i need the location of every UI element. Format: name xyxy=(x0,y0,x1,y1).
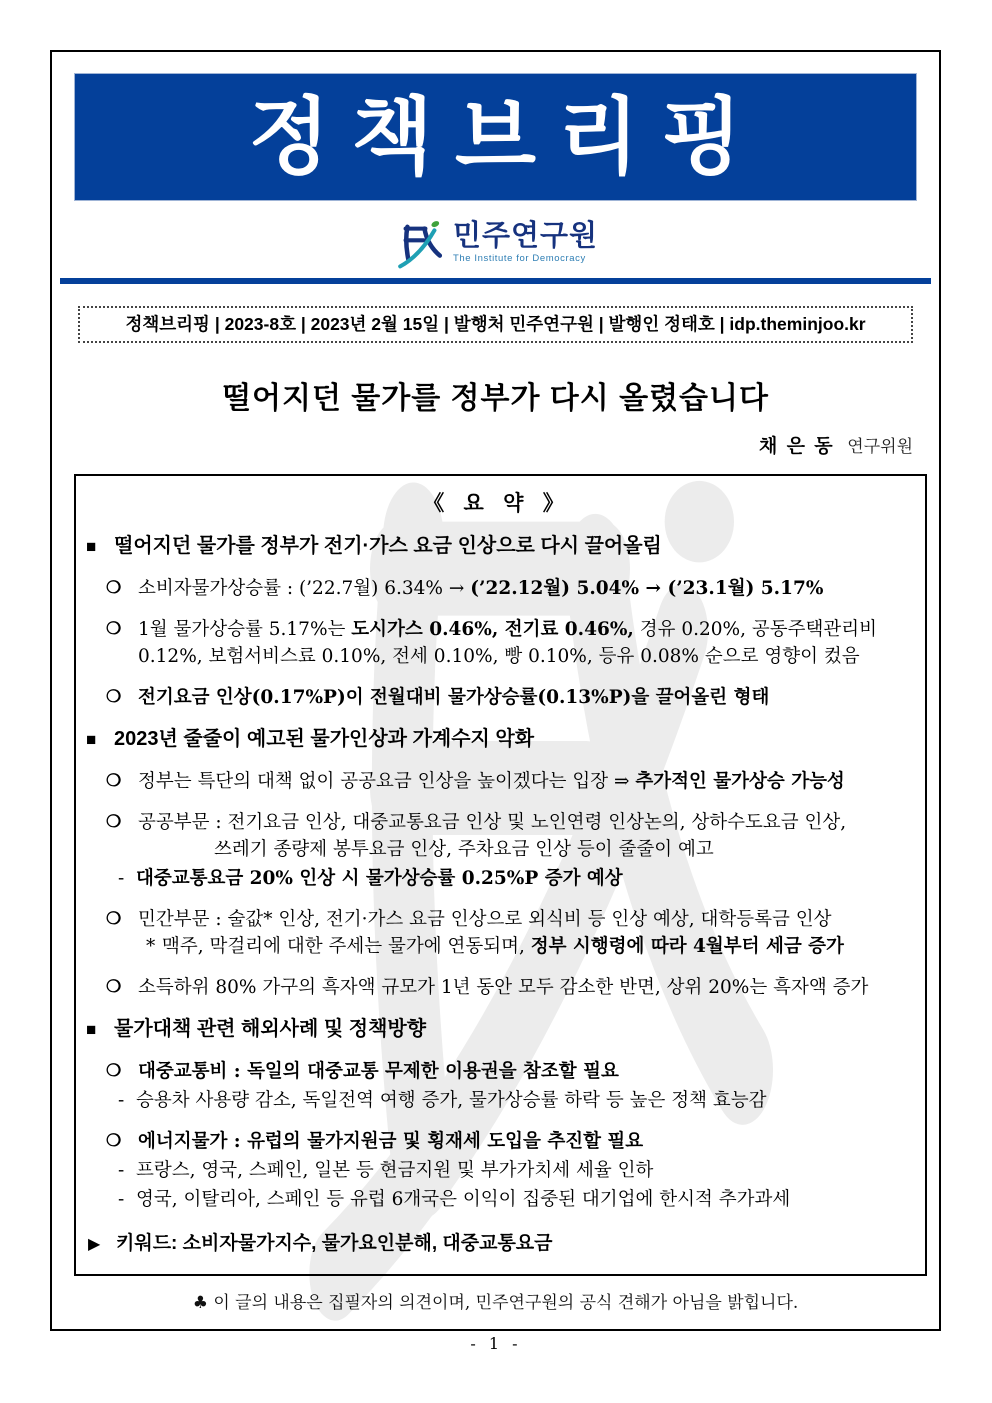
page-number: - 1 - xyxy=(470,1334,522,1353)
summary-subitem: - 영국, 이탈리아, 스페인 등 유럽 6개국은 이익이 집중된 대기업에 한시적 추가과세 xyxy=(82,1186,911,1213)
summary-bullet: ❍ 소득하위 80% 가구의 흑자액 규모가 1년 동안 모두 감소한 반면, 상위 20%는 흑자액 증가 xyxy=(82,974,911,1001)
bullet-marker: ■ xyxy=(86,730,97,749)
summary-lines xyxy=(82,532,911,1258)
bullet-marker: ❍ xyxy=(106,909,122,929)
summary-bullet: ❍ 1월 물가상승률 5.17%는 도시가스 0.46%, 전기료 0.46%, 경유 0.20%, 공동주택관리비 xyxy=(82,616,911,643)
summary-bullet: ❍ 대중교통비 : 독일의 대중교통 무제한 이용권을 참조할 필요 xyxy=(82,1058,911,1085)
summary-bullet: ❍ 전기요금 인상(0.17%P)이 전월대비 물가상승률(0.13%P)을 끌어올린 형태 xyxy=(82,684,911,711)
author-role: 연구위원 xyxy=(847,437,913,456)
summary-bullet: ❍ 에너지물가 : 유럽의 물가지원금 및 횡재세 도입을 추진할 필요 xyxy=(82,1128,911,1155)
summary-bullet: ❍ 민간부문 : 술값* 인상, 전기·가스 요금 인상으로 외식비 등 인상 예상, 대학등록금 인상 xyxy=(82,906,911,933)
banner-title: 정책브리핑 xyxy=(248,87,765,186)
bullet-marker: ▶ xyxy=(88,1236,101,1253)
bullet-marker: ❍ xyxy=(106,1131,122,1151)
bullet-marker: - xyxy=(118,1189,125,1210)
summary-bullet: ❍ 정부는 특단의 대책 없이 공공요금 인상을 높이겠다는 입장 ⇒ 추가적인 물가상승 가능성 xyxy=(82,768,911,795)
summary-subitem: - 프랑스, 영국, 스페인, 일본 등 현금지원 및 부가가치세 세율 인하 xyxy=(82,1157,911,1184)
keywords-line: ▶ 키워드: 소비자물가지수, 물가요인분해, 대중교통요금 xyxy=(82,1229,911,1258)
summary-subitem: - 대중교통요금 20% 인상 시 물가상승률 0.25%P 증가 예상 xyxy=(82,865,911,892)
logo xyxy=(52,213,939,273)
summary-section-heading: ■ 떨어지던 물가를 정부가 전기·가스 요금 인상으로 다시 끌어올림 xyxy=(82,532,911,561)
bullet-marker: - xyxy=(118,1160,125,1181)
summary-bullet: ❍ 공공부문 : 전기요금 인상, 대중교통요금 인상 및 노인연령 인상논의, 상하수도요금 인상, xyxy=(82,809,911,836)
bullet-marker: - xyxy=(118,868,125,889)
summary-footnote-item: * 맥주, 막걸리에 대한 주세는 물가에 연동되며, 정부 시행령에 따라 4월부터 세금 증가 xyxy=(82,933,911,960)
bullet-marker: ■ xyxy=(86,537,97,556)
bullet-marker: ❍ xyxy=(106,771,122,791)
bullet-marker: ❍ xyxy=(106,1061,122,1081)
summary-continuation: 0.12%, 보험서비스료 0.10%, 전세 0.10%, 빵 0.10%, 등유 0.08% 순으로 영향이 컸음 xyxy=(138,646,860,667)
bullet-marker: ❍ xyxy=(106,977,122,997)
page-frame xyxy=(50,50,941,1331)
divider-rule xyxy=(60,278,931,284)
disclaimer xyxy=(52,1288,939,1313)
banner xyxy=(74,73,917,201)
bullet-marker: ❍ xyxy=(106,619,122,639)
bullet-marker: ❍ xyxy=(106,812,122,832)
logo-mark-icon xyxy=(393,216,447,270)
summary-heading: 《 요 약 》 xyxy=(423,490,570,515)
bullet-marker: ■ xyxy=(86,1020,97,1039)
document-title: 떨어지던 물가를 정부가 다시 올렸습니다 xyxy=(222,382,769,415)
summary-continuation: 쓰레기 종량제 봉투요금 인상, 주차요금 인상 등이 줄줄이 예고 xyxy=(214,839,714,860)
info-bar-text: 정책브리핑 | 2023-8호 | 2023년 2월 15일 | 발행처 민주연구원 | 발행인 정태호 | idp.theminjoo.kr xyxy=(125,314,866,334)
logo-subtitle: The Institute for Democracy xyxy=(452,253,586,265)
summary-box xyxy=(74,474,927,1276)
summary-section-heading: ■ 2023년 줄줄이 예고된 물가인상과 가계수지 악화 xyxy=(82,725,911,754)
summary-subitem: - 승용차 사용량 감소, 독일전역 여행 증가, 물가상승률 하락 등 높은 정책 효능감 xyxy=(82,1087,911,1114)
logo-name: 민주연구원 xyxy=(452,220,599,253)
summary-bullet: ❍ 소비자물가상승률 : (’22.7월) 6.34% → (’22.12월) 5.04% → (’23.1월) 5.17% xyxy=(82,575,911,602)
bullet-marker: * xyxy=(146,936,156,957)
info-bar xyxy=(78,306,913,343)
disclaimer-text: ♣ 이 글의 내용은 집필자의 의견이며, 민주연구원의 공식 견해가 아님을 밝힙니다. xyxy=(192,1293,799,1313)
author-name: 채 은 동 xyxy=(758,436,835,457)
author-line xyxy=(52,431,913,458)
summary-section-heading: ■ 물가대책 관련 해외사례 및 정책방향 xyxy=(82,1015,911,1044)
bullet-marker: ❍ xyxy=(106,578,122,598)
bullet-marker: - xyxy=(118,1090,125,1111)
bullet-marker: ❍ xyxy=(106,687,122,707)
